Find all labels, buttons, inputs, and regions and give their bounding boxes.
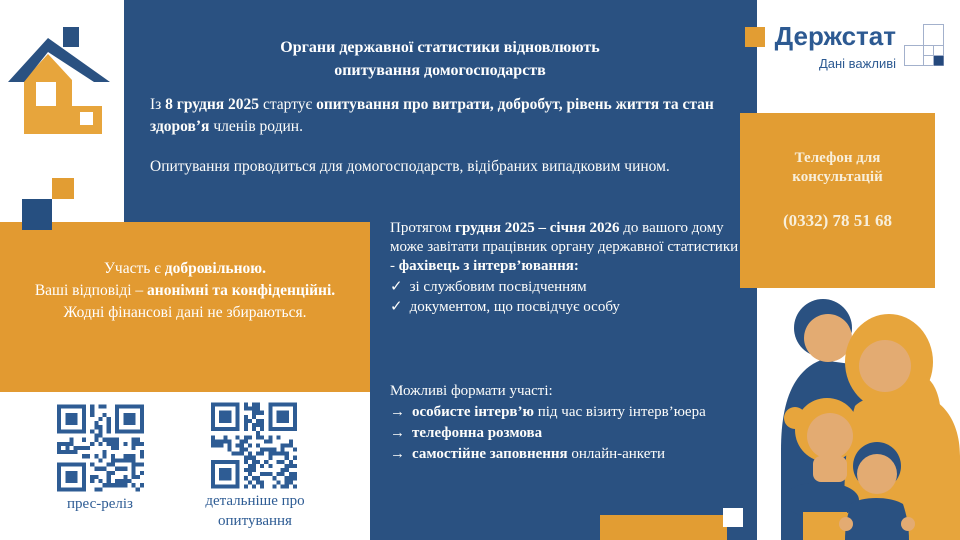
white-square-accent xyxy=(723,508,743,527)
orange-square-accent xyxy=(52,178,74,199)
qr-code-image xyxy=(211,402,297,489)
privacy-line-2: Ваші відповіді – анонімні та конфіденційні. xyxy=(34,282,336,299)
selection-paragraph: Опитування проводиться для домогосподарств, відібраних випадковим чином. xyxy=(150,158,670,175)
credential-item xyxy=(390,298,744,317)
qr-label-line-1: детальніше про xyxy=(205,493,305,509)
credential-item xyxy=(390,278,744,297)
phone-number: (0332) 78 51 68 xyxy=(782,211,893,230)
qr-label-survey-details xyxy=(193,491,317,531)
qr-code-survey-details xyxy=(211,402,297,489)
slide-title xyxy=(170,36,710,82)
phone-consultation-box xyxy=(740,113,935,288)
arrow-icon: → xyxy=(390,446,405,462)
logo-wordmark: Держстат xyxy=(774,21,896,51)
privacy-line-1: Участь є добровільною. xyxy=(103,260,267,277)
arrow-icon: → xyxy=(390,404,405,420)
interviewer-visit-block xyxy=(390,219,744,317)
family-illustration xyxy=(757,288,960,540)
format-item xyxy=(390,444,744,465)
logo-grid-icon xyxy=(901,22,947,70)
navy-square-accent xyxy=(22,199,52,230)
house-icon xyxy=(8,20,112,138)
qr-label-line-2: опитування xyxy=(218,513,292,529)
format-item xyxy=(390,402,744,423)
format-item-label: особисте інтерв’ю під час візиту інтерв’юера xyxy=(412,404,706,420)
credential-item-label: зі службовим посвідченням xyxy=(409,279,587,295)
qr-code-image xyxy=(57,404,144,492)
check-icon: ✓ xyxy=(390,299,403,315)
intro-paragraph: Із 8 грудня 2025 стартує опитування про витрати, добробут, рівень життя та стан здоров’я членів родин. xyxy=(150,96,714,135)
credential-item-label: документом, що посвідчує особу xyxy=(409,299,620,315)
slide-title-line-2: опитування домогосподарств xyxy=(334,62,546,79)
arrow-icon: → xyxy=(390,425,405,441)
privacy-line-3: Жодні фінансові дані не збираються. xyxy=(63,304,307,321)
participation-formats-block xyxy=(390,381,744,465)
qr-code-press-release xyxy=(57,404,144,492)
privacy-note-box xyxy=(0,222,370,392)
phone-label-line-1: Телефон для xyxy=(794,150,881,166)
format-item-label: самостійне заповнення онлайн-анкети xyxy=(412,446,665,462)
slide-title-line-1: Органи державної статистики відновлюють xyxy=(280,39,600,56)
visit-lead: Протягом грудня 2025 – січня 2026 до вашого дому може завітати працівник органу державної статистики - фахівець з інтерв’ювання: xyxy=(390,220,739,274)
formats-lead: Можливі формати участі: xyxy=(390,383,553,399)
check-icon: ✓ xyxy=(390,279,403,295)
bottom-accent-bar xyxy=(600,515,727,540)
logo-tagline: Дані важливі xyxy=(818,56,896,71)
format-item xyxy=(390,423,744,444)
phone-label-line-2: консультацій xyxy=(792,169,883,185)
qr-label-press-release: прес-реліз xyxy=(67,496,133,512)
format-item-label: телефонна розмова xyxy=(412,425,543,441)
